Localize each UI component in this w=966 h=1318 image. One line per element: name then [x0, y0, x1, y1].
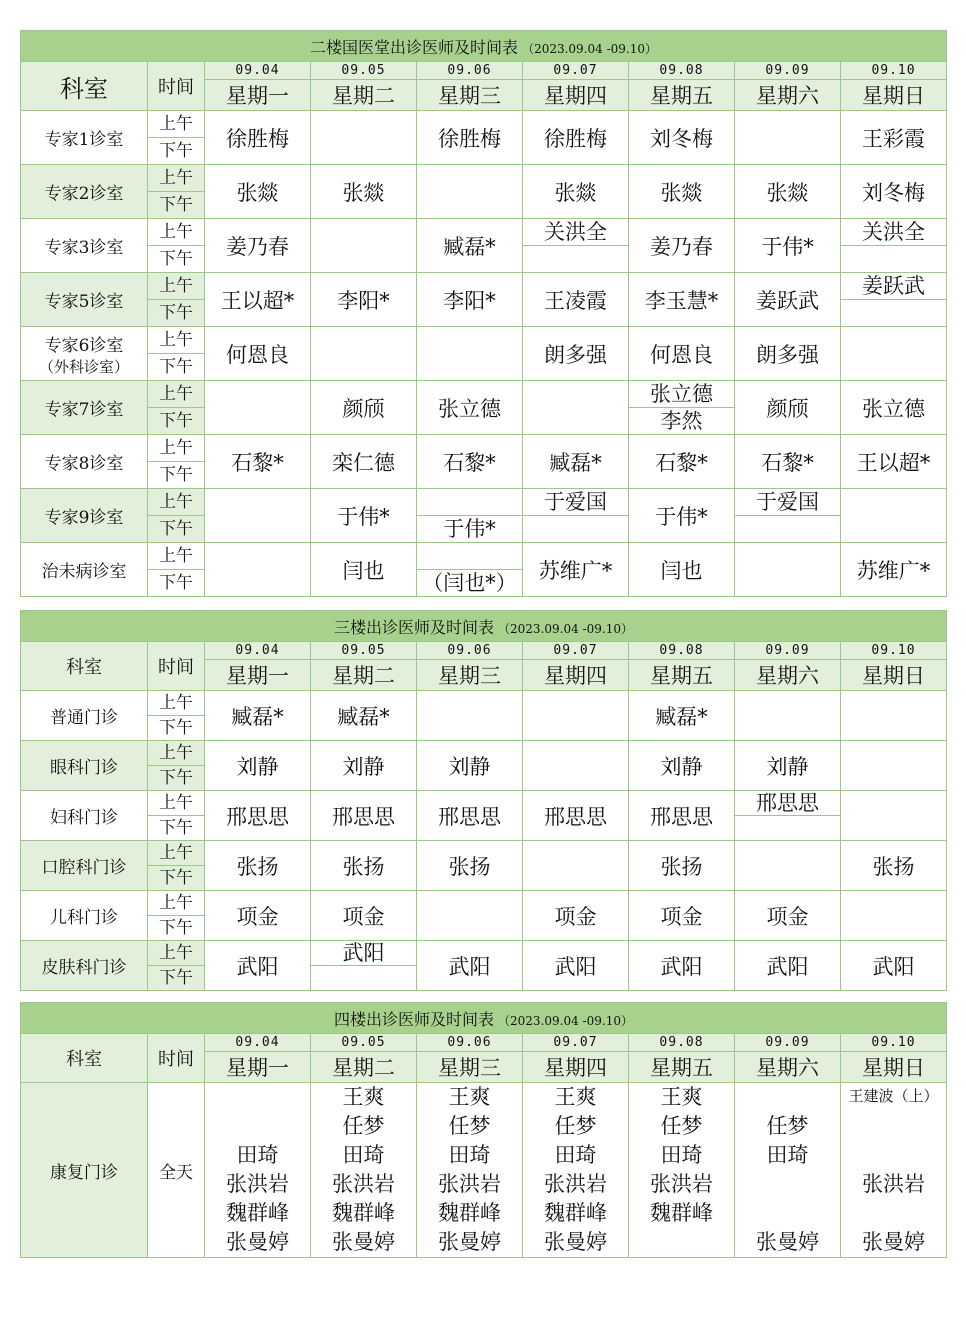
dept-name: 专家3诊室 [44, 238, 124, 258]
dept-cell [21, 941, 148, 991]
am-label: 上午 [148, 691, 205, 716]
pm-label: 下午 [148, 246, 205, 273]
dept-name: 口腔科门诊 [41, 858, 127, 878]
schedule-cell-pm [735, 816, 841, 841]
floor4-schedule-table [20, 1002, 947, 1258]
am-label: 上午 [148, 327, 205, 354]
schedule-cell-pm [841, 246, 947, 273]
doctor-name: 田琦 [766, 1143, 809, 1167]
pm-label: 下午 [148, 966, 205, 991]
schedule-cell: 张扬 [629, 841, 735, 891]
floor2-title-text: 二楼国医堂出诊医师及时间表 [310, 37, 519, 57]
weekday-header: 星期四 [523, 660, 629, 691]
schedule-cell: 臧磊* [205, 691, 311, 741]
doctor-name: 任梦 [766, 1114, 809, 1138]
date-header: 09.06 [417, 1034, 523, 1052]
schedule-cell-am: 姜跃武 [841, 273, 947, 300]
weekday-header: 星期五 [629, 1052, 735, 1083]
schedule-cell: 徐胜梅 [417, 111, 523, 165]
schedule-cell-pm: 于伟* [417, 516, 523, 543]
schedule-cell: 李阳* [311, 273, 417, 327]
dept-header: 科室 [21, 62, 148, 111]
pm-label: 下午 [148, 716, 205, 741]
time-cell: 全天 [148, 1083, 205, 1258]
schedule-cell: 张燚 [311, 165, 417, 219]
schedule-cell: 武阳 [841, 941, 947, 991]
dept-name: 治未病诊室 [41, 562, 127, 582]
schedule-cell: 徐胜梅 [523, 111, 629, 165]
doctor-name: 张曼婷 [544, 1230, 607, 1254]
schedule-cell: 臧磊* [629, 691, 735, 741]
date-header: 09.07 [523, 62, 629, 80]
floor3-title [21, 611, 947, 642]
schedule-cell [311, 327, 417, 381]
doctor-name: 任梦 [448, 1114, 491, 1138]
schedule-cell: 石黎* [417, 435, 523, 489]
doctor-name: 王爽 [554, 1085, 597, 1109]
schedule-cell [523, 841, 629, 891]
schedule-cell: 张燚 [523, 165, 629, 219]
schedule-cell: 徐胜梅 [205, 111, 311, 165]
schedule-cell: 何恩良 [205, 327, 311, 381]
am-label: 上午 [148, 791, 205, 816]
am-label: 上午 [148, 435, 205, 462]
dept-name: 普通门诊 [50, 708, 118, 728]
dept-cell [21, 791, 148, 841]
schedule-cell [311, 111, 417, 165]
schedule-cell [629, 1083, 735, 1258]
doctor-name: 张洪岩 [226, 1172, 289, 1196]
am-label: 上午 [148, 273, 205, 300]
schedule-cell: 闫也 [311, 543, 417, 597]
schedule-cell: 刘冬梅 [841, 165, 947, 219]
schedule-cell-am [417, 543, 523, 570]
pm-label: 下午 [148, 916, 205, 941]
schedule-cell [841, 791, 947, 841]
schedule-cell: 刘静 [205, 741, 311, 791]
dept-header: 科室 [21, 1034, 148, 1083]
doctor-name [629, 1228, 734, 1257]
schedule-cell: 武阳 [417, 941, 523, 991]
doctor-name [841, 1199, 946, 1228]
schedule-cell: 项金 [205, 891, 311, 941]
doctor-name: 田琦 [660, 1143, 703, 1167]
date-header: 09.05 [311, 642, 417, 660]
doctor-name: 魏群峰 [332, 1201, 395, 1225]
dept-cell [21, 381, 148, 435]
schedule-cell: 张燚 [205, 165, 311, 219]
am-label: 上午 [148, 165, 205, 192]
weekday-header: 星期三 [417, 1052, 523, 1083]
dept-name: 妇科门诊 [50, 808, 118, 828]
schedule-cell: 臧磊* [417, 219, 523, 273]
schedule-cell-pm [523, 246, 629, 273]
dept-cell [21, 435, 148, 489]
am-label: 上午 [148, 219, 205, 246]
schedule-cell: 项金 [311, 891, 417, 941]
floor4-date-range: （2023.09.04 -09.10） [498, 1013, 633, 1028]
dept-subname: （外科诊室） [38, 357, 129, 376]
doctor-name: 张洪岩 [438, 1172, 501, 1196]
floor2-schedule-table [20, 30, 947, 597]
schedule-cell [417, 165, 523, 219]
schedule-cell [735, 111, 841, 165]
dept-name: 专家9诊室 [44, 508, 124, 528]
doctor-name: 张洪岩 [332, 1172, 395, 1196]
schedule-cell: 苏维广* [523, 543, 629, 597]
date-header: 09.09 [735, 642, 841, 660]
dept-cell [21, 543, 148, 597]
am-label: 上午 [148, 489, 205, 516]
date-header: 09.09 [735, 1034, 841, 1052]
pm-label: 下午 [148, 816, 205, 841]
doctor-name: 任梦 [660, 1114, 703, 1138]
schedule-cell: 张立德 [417, 381, 523, 435]
schedule-cell: 武阳 [523, 941, 629, 991]
weekday-header: 星期六 [735, 80, 841, 111]
weekday-header: 星期一 [205, 660, 311, 691]
weekday-header: 星期四 [523, 80, 629, 111]
schedule-cell: 栾仁德 [311, 435, 417, 489]
dept-name: 专家1诊室 [44, 130, 124, 150]
date-header: 09.10 [841, 1034, 947, 1052]
schedule-cell: 张燚 [629, 165, 735, 219]
doctor-name: 张洪岩 [544, 1172, 607, 1196]
date-header: 09.08 [629, 1034, 735, 1052]
schedule-cell: 臧磊* [523, 435, 629, 489]
schedule-cell: 武阳 [735, 941, 841, 991]
schedule-cell: 李玉慧* [629, 273, 735, 327]
schedule-cell: 李阳* [417, 273, 523, 327]
schedule-cell-pm: （闫也*） [417, 570, 523, 597]
date-header: 09.04 [205, 642, 311, 660]
doctor-name: 田琦 [236, 1143, 279, 1167]
date-header: 09.08 [629, 62, 735, 80]
doctor-name: 任梦 [342, 1114, 385, 1138]
schedule-cell [841, 1083, 947, 1258]
dept-name: 皮肤科门诊 [41, 958, 127, 978]
schedule-cell-pm [311, 966, 417, 991]
doctor-name: 任梦 [554, 1114, 597, 1138]
schedule-cell [417, 327, 523, 381]
floor4-title-text: 四楼出诊医师及时间表 [334, 1009, 495, 1029]
schedule-cell: 王凌霞 [523, 273, 629, 327]
schedule-cell: 姜跃武 [735, 273, 841, 327]
schedule-cell: 石黎* [735, 435, 841, 489]
dept-cell: 康复门诊 [21, 1083, 148, 1258]
doctor-name: 王爽 [448, 1085, 491, 1109]
schedule-cell: 王以超* [841, 435, 947, 489]
schedule-cell: 张扬 [417, 841, 523, 891]
schedule-cell [841, 891, 947, 941]
schedule-cell: 刘静 [735, 741, 841, 791]
dept-cell [21, 273, 148, 327]
date-header: 09.05 [311, 62, 417, 80]
dept-name: 儿科门诊 [50, 908, 118, 928]
schedule-cell [205, 1083, 311, 1258]
doctor-name: 田琦 [448, 1143, 491, 1167]
time-header: 时间 [148, 642, 205, 691]
schedule-cell-pm [735, 516, 841, 543]
schedule-cell: 姜乃春 [629, 219, 735, 273]
schedule-cell: 武阳 [205, 941, 311, 991]
schedule-cell: 朗多强 [523, 327, 629, 381]
date-header: 09.04 [205, 62, 311, 80]
pm-label: 下午 [148, 570, 205, 597]
date-header: 09.10 [841, 642, 947, 660]
schedule-cell [311, 1083, 417, 1258]
time-header: 时间 [148, 1034, 205, 1083]
weekday-header: 星期日 [841, 80, 947, 111]
dept-name: 眼科门诊 [50, 758, 118, 778]
dept-name: 专家8诊室 [44, 454, 124, 474]
schedule-cell [417, 1083, 523, 1258]
schedule-cell [735, 691, 841, 741]
schedule-cell [735, 543, 841, 597]
schedule-cell: 何恩良 [629, 327, 735, 381]
doctor-name: 张洪岩 [650, 1172, 713, 1196]
doctor-name [841, 1112, 946, 1141]
weekday-header: 星期一 [205, 1052, 311, 1083]
weekday-header: 星期一 [205, 80, 311, 111]
schedule-cell: 邢思思 [523, 791, 629, 841]
am-label: 上午 [148, 381, 205, 408]
schedule-cell [417, 891, 523, 941]
am-label: 上午 [148, 841, 205, 866]
date-header: 09.06 [417, 642, 523, 660]
weekday-header: 星期五 [629, 80, 735, 111]
schedule-cell: 颜颀 [735, 381, 841, 435]
pm-label: 下午 [148, 192, 205, 219]
pm-label: 下午 [148, 516, 205, 543]
schedule-cell: 刘静 [417, 741, 523, 791]
schedule-cell: 王彩霞 [841, 111, 947, 165]
schedule-cell: 邢思思 [417, 791, 523, 841]
schedule-cell: 武阳 [629, 941, 735, 991]
schedule-cell: 苏维广* [841, 543, 947, 597]
doctor-name: 王爽 [342, 1085, 385, 1109]
schedule-cell-am: 关洪全 [841, 219, 947, 246]
schedule-cell-am: 张立德 [629, 381, 735, 408]
schedule-cell: 王以超* [205, 273, 311, 327]
schedule-cell: 于伟* [629, 489, 735, 543]
doctor-name: 魏群峰 [438, 1201, 501, 1225]
doctor-name: 张洪岩 [862, 1172, 925, 1196]
schedule-cell-am: 关洪全 [523, 219, 629, 246]
weekday-header: 星期二 [311, 80, 417, 111]
weekday-header: 星期三 [417, 660, 523, 691]
dept-cell [21, 489, 148, 543]
am-label: 上午 [148, 543, 205, 570]
am-label: 上午 [148, 111, 205, 138]
weekday-header: 星期三 [417, 80, 523, 111]
pm-label: 下午 [148, 138, 205, 165]
am-label: 上午 [148, 941, 205, 966]
schedule-cell [417, 691, 523, 741]
schedule-cell: 项金 [735, 891, 841, 941]
doctor-name: 张曼婷 [226, 1230, 289, 1254]
floor2-title [21, 31, 947, 62]
schedule-cell: 邢思思 [205, 791, 311, 841]
pm-label: 下午 [148, 408, 205, 435]
am-label: 上午 [148, 891, 205, 916]
schedule-cell: 于伟* [735, 219, 841, 273]
dept-cell [21, 741, 148, 791]
dept-cell [21, 165, 148, 219]
dept-name: 专家7诊室 [44, 400, 124, 420]
schedule-cell [523, 691, 629, 741]
schedule-cell: 颜颀 [311, 381, 417, 435]
pm-label: 下午 [148, 766, 205, 791]
doctor-name: 王建波（上） [848, 1087, 939, 1105]
doctor-name: 张曼婷 [862, 1230, 925, 1254]
schedule-cell: 邢思思 [629, 791, 735, 841]
weekday-header: 星期日 [841, 1052, 947, 1083]
doctor-name [205, 1083, 310, 1112]
doctor-name: 魏群峰 [544, 1201, 607, 1225]
date-header: 09.09 [735, 62, 841, 80]
schedule-cell-pm: 李然 [629, 408, 735, 435]
schedule-cell: 石黎* [205, 435, 311, 489]
date-header: 09.07 [523, 642, 629, 660]
schedule-cell [205, 489, 311, 543]
date-header: 09.07 [523, 1034, 629, 1052]
floor3-schedule-table [20, 610, 947, 991]
doctor-name [735, 1083, 840, 1112]
floor3-date-range: （2023.09.04 -09.10） [498, 621, 633, 636]
doctor-name [735, 1199, 840, 1228]
schedule-cell [311, 219, 417, 273]
date-header: 09.05 [311, 1034, 417, 1052]
pm-label: 下午 [148, 866, 205, 891]
schedule-cell [841, 327, 947, 381]
schedule-cell [735, 841, 841, 891]
doctor-name: 王爽 [660, 1085, 703, 1109]
schedule-cell: 刘静 [311, 741, 417, 791]
schedule-cell: 姜乃春 [205, 219, 311, 273]
schedule-cell-am [417, 489, 523, 516]
dept-cell [21, 327, 148, 381]
schedule-cell [523, 741, 629, 791]
floor4-title [21, 1003, 947, 1034]
schedule-cell: 刘冬梅 [629, 111, 735, 165]
schedule-cell [523, 1083, 629, 1258]
schedule-cell: 刘静 [629, 741, 735, 791]
weekday-header: 星期二 [311, 1052, 417, 1083]
doctor-name: 张曼婷 [756, 1230, 819, 1254]
doctor-name: 田琦 [342, 1143, 385, 1167]
schedule-cell: 张扬 [841, 841, 947, 891]
schedule-cell: 张扬 [205, 841, 311, 891]
pm-label: 下午 [148, 354, 205, 381]
time-header: 时间 [148, 62, 205, 111]
schedule-cell: 于伟* [311, 489, 417, 543]
dept-header: 科室 [21, 642, 148, 691]
pm-label: 下午 [148, 462, 205, 489]
schedule-cell [205, 381, 311, 435]
schedule-cell [841, 691, 947, 741]
schedule-cell-pm [523, 516, 629, 543]
doctor-name [205, 1112, 310, 1141]
schedule-cell: 石黎* [629, 435, 735, 489]
dept-cell [21, 219, 148, 273]
weekday-header: 星期六 [735, 660, 841, 691]
schedule-cell-am: 武阳 [311, 941, 417, 966]
schedule-cell: 闫也 [629, 543, 735, 597]
pm-label: 下午 [148, 300, 205, 327]
date-header: 09.10 [841, 62, 947, 80]
dept-cell [21, 111, 148, 165]
date-header: 09.08 [629, 642, 735, 660]
doctor-name: 田琦 [554, 1143, 597, 1167]
schedule-cell [523, 381, 629, 435]
dept-cell [21, 841, 148, 891]
doctor-name [841, 1141, 946, 1170]
weekday-header: 星期五 [629, 660, 735, 691]
weekday-header: 星期日 [841, 660, 947, 691]
dept-cell [21, 691, 148, 741]
schedule-cell: 朗多强 [735, 327, 841, 381]
weekday-header: 星期四 [523, 1052, 629, 1083]
dept-name: 专家2诊室 [44, 184, 124, 204]
schedule-cell: 张立德 [841, 381, 947, 435]
date-header: 09.06 [417, 62, 523, 80]
dept-cell [21, 891, 148, 941]
schedule-cell [205, 543, 311, 597]
doctor-name: 张曼婷 [438, 1230, 501, 1254]
schedule-cell [841, 741, 947, 791]
schedule-cell: 项金 [629, 891, 735, 941]
floor2-date-range: （2023.09.04 -09.10） [522, 41, 657, 56]
doctor-name: 魏群峰 [650, 1201, 713, 1225]
schedule-cell: 张扬 [311, 841, 417, 891]
schedule-cell [841, 489, 947, 543]
dept-name: 专家6诊室 [44, 335, 124, 356]
weekday-header: 星期二 [311, 660, 417, 691]
am-label: 上午 [148, 741, 205, 766]
schedule-cell: 邢思思 [311, 791, 417, 841]
schedule-cell: 臧磊* [311, 691, 417, 741]
schedule-cell-am: 于爱国 [523, 489, 629, 516]
dept-name: 专家5诊室 [44, 292, 124, 312]
doctor-name: 张曼婷 [332, 1230, 395, 1254]
floor3-title-text: 三楼出诊医师及时间表 [334, 617, 495, 637]
schedule-cell [735, 1083, 841, 1258]
schedule-cell: 项金 [523, 891, 629, 941]
doctor-name: 魏群峰 [226, 1201, 289, 1225]
schedule-cell-am: 邢思思 [735, 791, 841, 816]
schedule-cell: 张燚 [735, 165, 841, 219]
date-header: 09.04 [205, 1034, 311, 1052]
schedule-cell-am: 于爱国 [735, 489, 841, 516]
schedule-cell-pm [841, 300, 947, 327]
weekday-header: 星期六 [735, 1052, 841, 1083]
doctor-name [735, 1170, 840, 1199]
